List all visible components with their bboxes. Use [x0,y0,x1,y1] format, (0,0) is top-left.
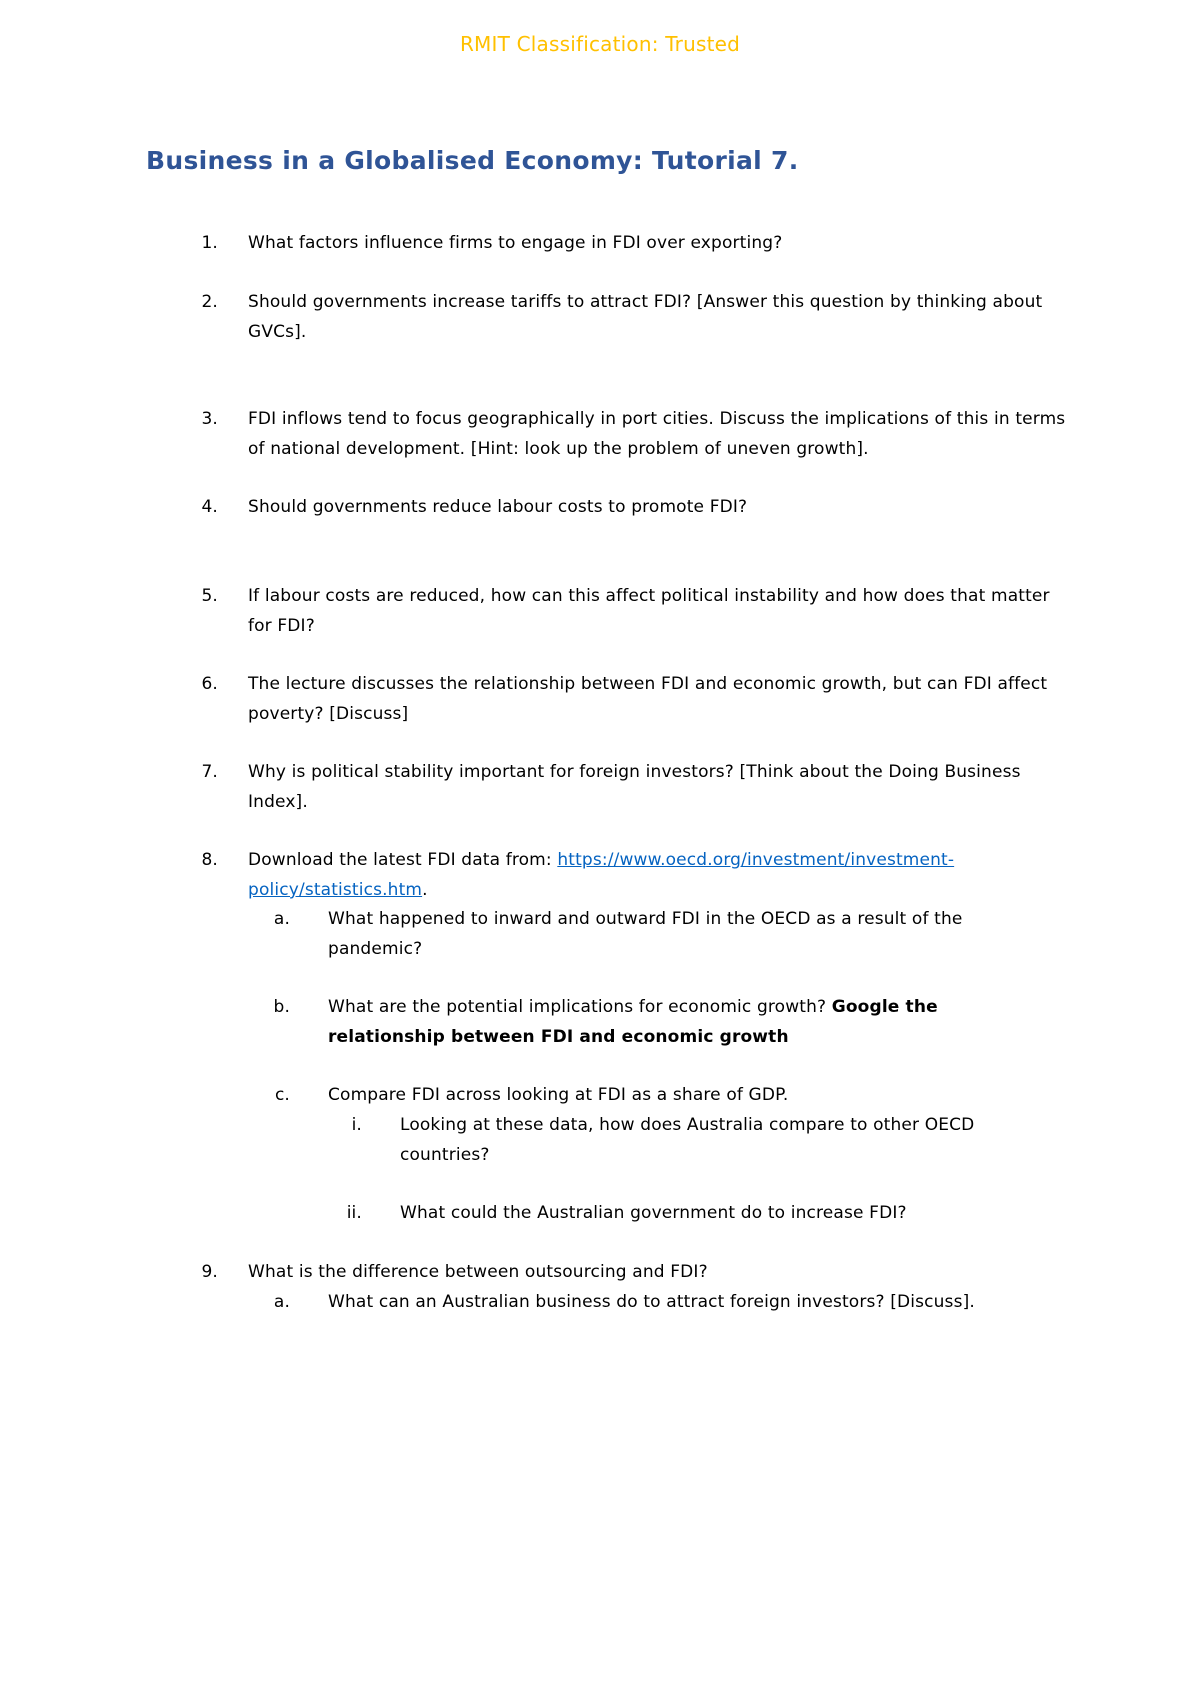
subquestion-letter: c. [274,1085,290,1105]
question-item-5 [176,581,1076,641]
question-text: FDI inflows tend to focus geographically in port cities. Discuss the implications of this in terms of national development. [Hint: look up the problem of uneven growth]. [248,409,1066,459]
question-item-2 [176,287,1076,347]
question-text: Should governments increase tariffs to attract FDI? [Answer this question by thinking about GVCs]. [248,292,1043,342]
question-number: 7. [201,762,218,782]
question-number: 9. [201,1262,218,1282]
question-text-prefix: Download the latest FDI data from: [248,850,558,870]
subquestion-bold-text: Google the relationship between FDI and economic growth [328,997,938,1047]
question-number: 5. [201,586,218,606]
question-number: 1. [201,233,218,253]
question-text [248,845,1076,905]
question-number: 3. [201,409,218,429]
question-text-suffix: . [422,880,428,900]
question-text: What factors influence firms to engage in FDI over exporting? [248,233,783,253]
question-text: Why is political stability important for foreign investors? [Think about the Doing Business Index]. [248,762,1021,812]
subquestion-item-8a [250,904,1050,964]
subquestion-letter: a. [273,909,290,929]
subsubquestion-text: Looking at these data, how does Australia compare to other OECD countries? [400,1115,975,1165]
subsubquestion-numeral: ii. [346,1203,362,1223]
subquestion-text: What can an Australian business do to attract foreign investors? [Discuss]. [328,1292,975,1312]
subquestion-letter: a. [273,1292,290,1312]
subquestion-text [328,992,1050,1052]
question-text: The lecture discusses the relationship between FDI and economic growth, but can FDI affect poverty? [Discuss] [248,674,1048,724]
question-text: If labour costs are reduced, how can this affect political instability and how does that matter for FDI? [248,586,1050,636]
subquestion-letter: b. [273,997,290,1017]
subsubquestion-item-8ci [322,1110,1022,1170]
subsubquestion-item-8cii [322,1198,1022,1228]
question-item-9 [176,1257,1076,1287]
subquestion-text-plain: What are the potential implications for economic growth? [328,997,832,1017]
subquestion-item-8b [250,992,1050,1052]
question-item-6 [176,669,1076,729]
subsubquestion-text: What could the Australian government do to increase FDI? [400,1203,907,1223]
question-item-3 [176,404,1076,464]
subquestion-text: Compare FDI across looking at FDI as a share of GDP. [328,1085,789,1105]
question-number: 8. [201,850,218,870]
subquestion-text: What happened to inward and outward FDI in the OECD as a result of the pandemic? [328,909,963,959]
question-number: 2. [201,292,218,312]
subquestion-item-9a [250,1287,1050,1317]
question-number: 4. [201,497,218,517]
subsubquestion-numeral: i. [351,1115,362,1135]
question-item-4 [176,492,1076,522]
question-text: Should governments reduce labour costs to promote FDI? [248,497,748,517]
classification-label: RMIT Classification: Trusted [459,32,741,56]
question-text: What is the difference between outsourcing and FDI? [248,1262,708,1282]
page-title: Business in a Globalised Economy: Tutorial 7. [146,146,799,175]
subquestion-item-8c [250,1080,1050,1110]
question-item-1 [176,228,1076,258]
question-item-8 [176,845,1076,905]
question-item-7 [176,757,1076,817]
oecd-statistics-link[interactable]: https://www.oecd.org/investment/investment-policy/statistics.htm [248,850,955,900]
question-number: 6. [201,674,218,694]
